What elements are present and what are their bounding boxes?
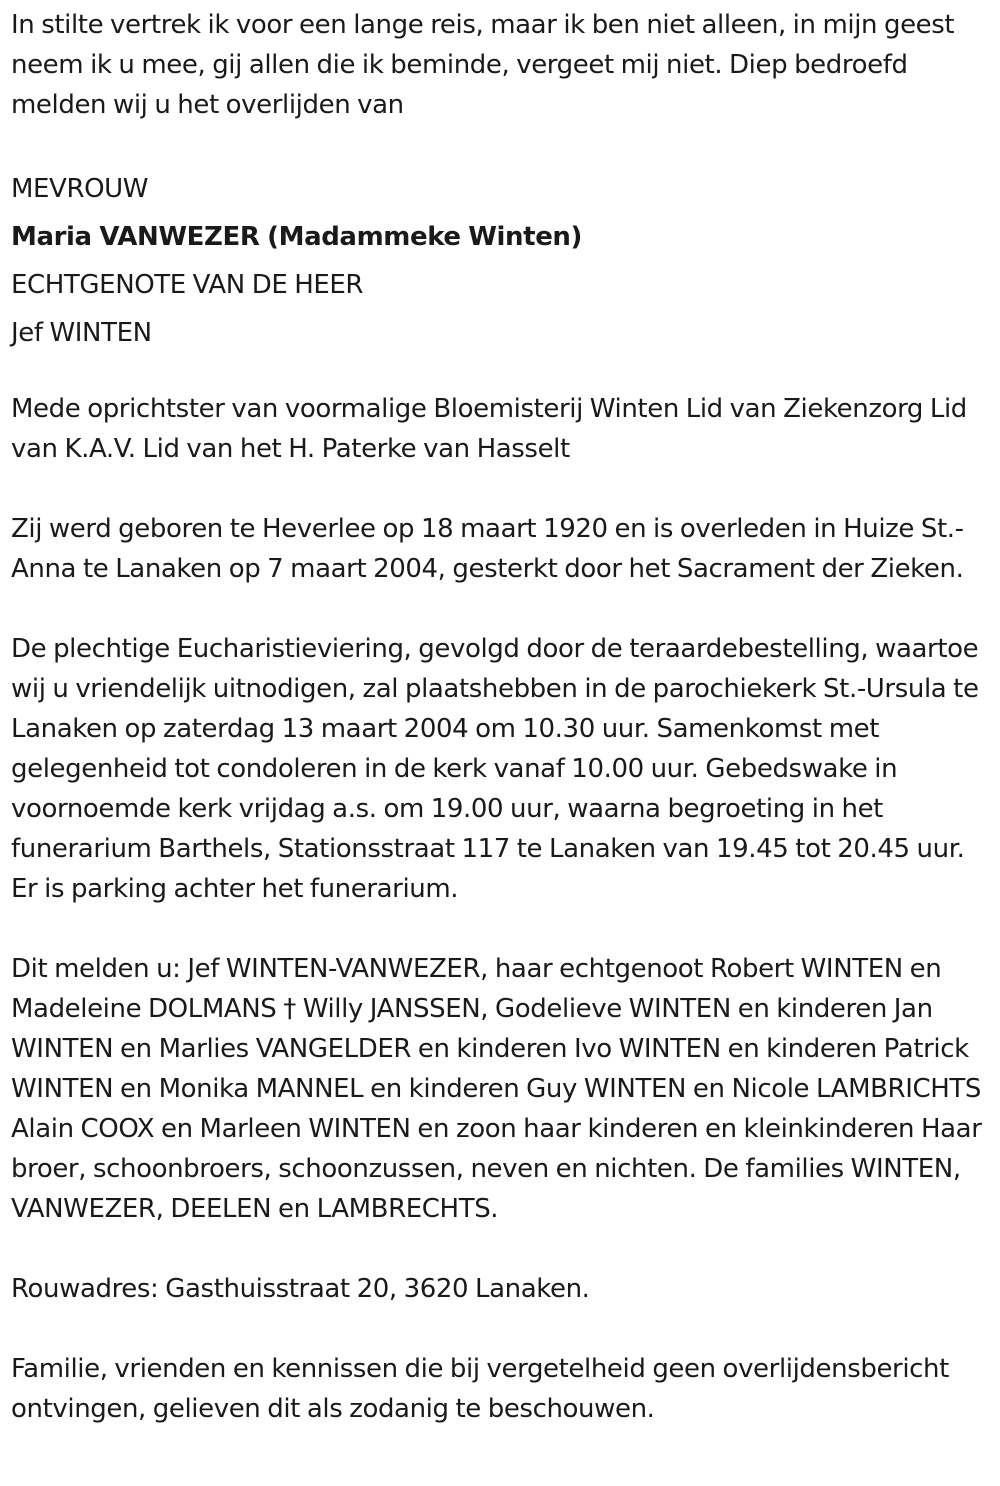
intro-paragraph: In stilte vertrek ik voor een lange reis, maar ik ben niet alleen, in mijn geest neem ik u mee, gij allen die ik beminde, vergeet mij niet. Diep bedroefd melden wij u het overlijden van: [11, 10, 955, 120]
address-paragraph: Rouwadres: Gasthuisstraat 20, 3620 Lanaken.: [11, 1274, 590, 1304]
spacer: [11, 125, 989, 165]
closing-paragraph: Familie, vrienden en kennissen die bij vergetelheid geen overlijdensbericht ontvingen, gelieven dit als zodanig te beschouwen.: [11, 1354, 949, 1424]
memberships-paragraph: Mede oprichtster van voormalige Bloemisterij Winten Lid van Ziekenzorg Lid van K.A.V. Lid van het H. Paterke van Hasselt: [11, 394, 967, 464]
title-line: MEVROUW: [11, 174, 149, 204]
spacer: [11, 589, 989, 629]
spouse-name: Jef WINTEN: [11, 318, 152, 348]
spacer: [11, 1229, 989, 1269]
birth-death-paragraph: Zij werd geboren te Heverlee op 18 maart 1920 en is overleden in Huize St.-Anna te Lanaken op 7 maart 2004, gesterkt door het Sacrament der Zieken.: [11, 514, 964, 584]
spacer: [11, 357, 989, 389]
spouse-title: ECHTGENOTE VAN DE HEER: [11, 270, 364, 300]
spacer: [11, 469, 989, 509]
ceremony-paragraph: De plechtige Eucharistieviering, gevolgd door de teraardebestelling, waartoe wij u vriendelijk uitnodigen, zal plaatshebben in de parochiekerk St.-Ursula te Lanaken op zaterdag 13 maart 2004 om 10.30 uur. Samenkomst met gelegenheid tot condoleren in de kerk vanaf 10.00 uur. Gebedswake in voornoemde kerk vrijdag a.s. om 19.00 uur, waarna begroeting in het funerarium Barthels, Stationsstraat 117 te Lanaken van 19.45 tot 20.45 uur. Er is parking achter het funerarium.: [11, 634, 979, 904]
deceased-name: Maria VANWEZER (Madammeke Winten): [11, 222, 583, 252]
spacer: [11, 1309, 989, 1349]
family-paragraph: Dit melden u: Jef WINTEN-VANWEZER, haar echtgenoot Robert WINTEN en Madeleine DOLMANS † Willy JANSSEN, Godelieve WINTEN en kinderen Jan WINTEN en Marlies VANGELDER en kinderen Ivo WINTEN en kinderen Patrick WINTEN en Monika MANNEL en kinderen Guy WINTEN en Nicole LAMBRICHTS Alain COOX en Marleen WINTEN en zoon haar kinderen en kleinkinderen Haar broer, schoonbroers, schoonzussen, neven en nichten. De families WINTEN, VANWEZER, DEELEN en LAMBRECHTS.: [11, 954, 982, 1224]
spacer: [11, 909, 989, 949]
